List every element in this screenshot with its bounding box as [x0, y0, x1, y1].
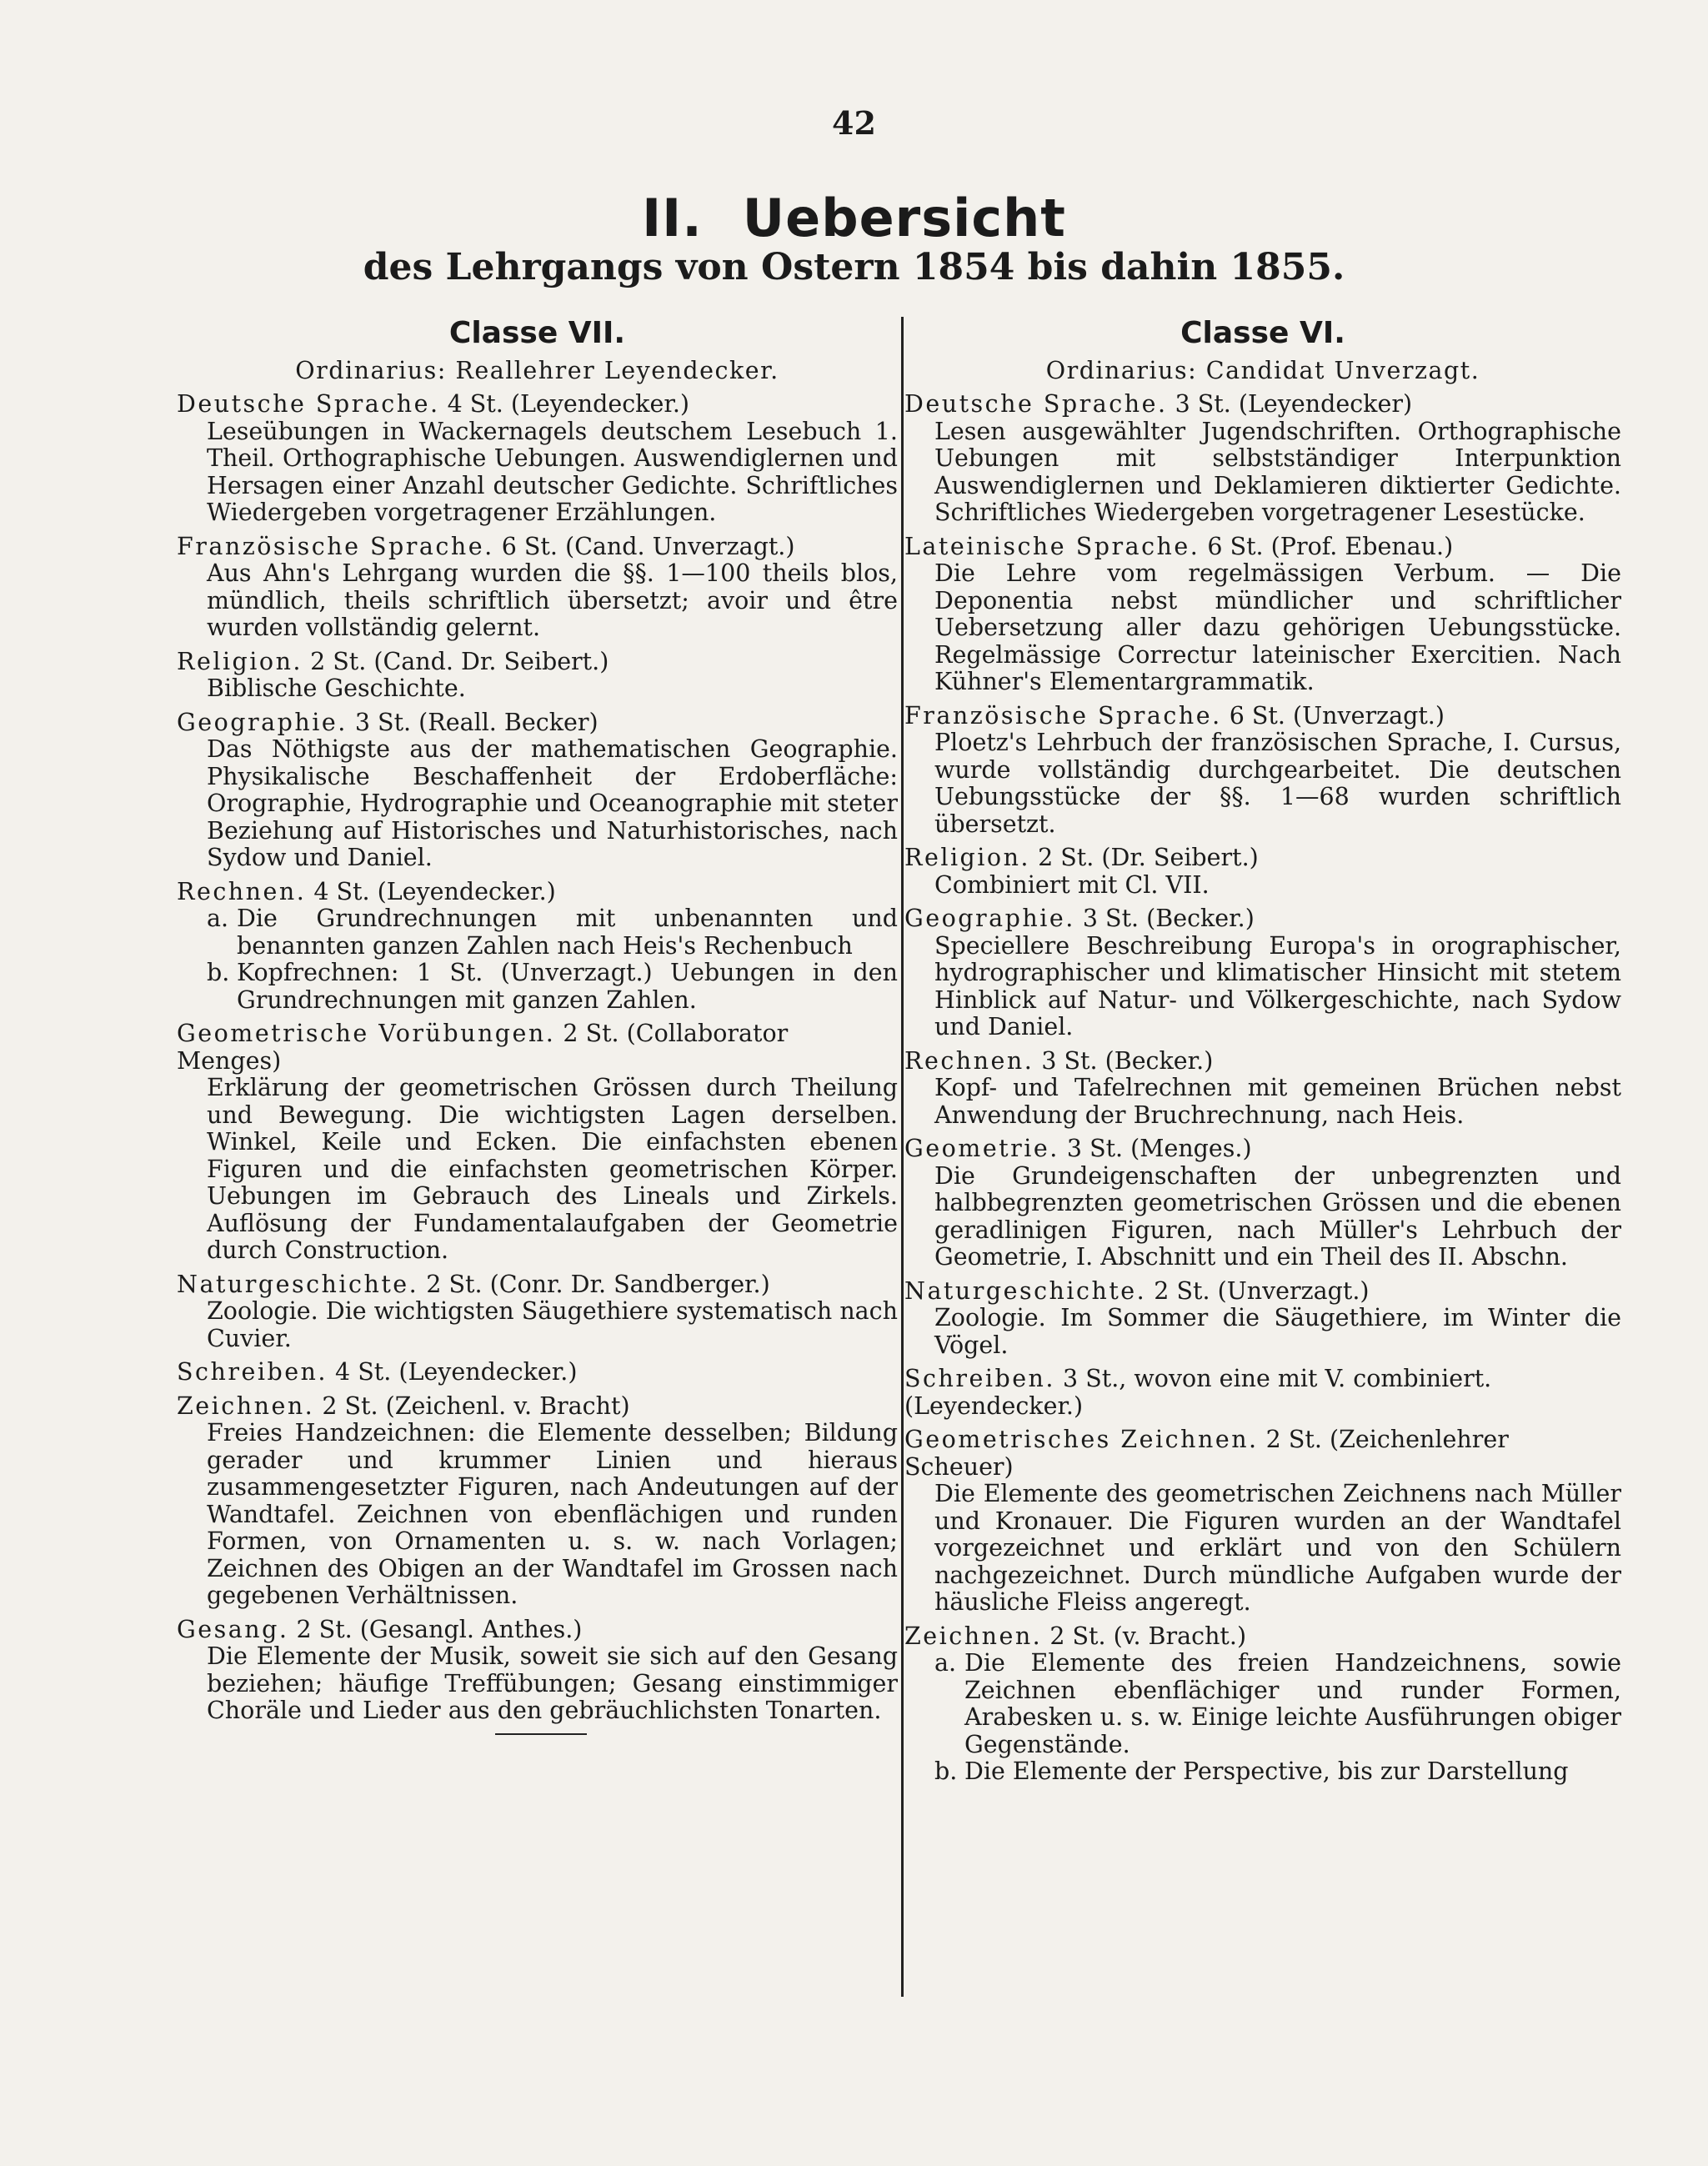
subject-description: Leseübungen in Wackernagels deutschem Lesebuch 1. Theil. Orthographische Uebungen. Auswendiglernen und Hersagen einer Anzahl deutscher Gedichte. Schriftliches Wiedergeben vorgetragener Erzählungen. — [207, 417, 898, 526]
section-title-text: Uebersicht — [742, 188, 1066, 248]
item-text: Die Elemente des freien Handzeichnens, sowie Zeichnen ebenflächiger und runder Formen, Arabesken u. s. w. Einige leichte Ausführungen obiger Gegenstände. — [964, 1649, 1621, 1758]
item-label: a. — [934, 1649, 957, 1677]
subject-description: Die Elemente des geometrischen Zeichnens nach Müller und Kronauer. Die Figuren wurden an der Wandtafel vorgezeichnet und erklärt und von den Schülern nachgezeichnet. Durch mündliche Aufgaben wurde der häusliche Fleiss angeregt. — [934, 1480, 1621, 1616]
subject-entry — [177, 879, 898, 1015]
subject-hours-teacher: 6 St. (Unverzagt.) — [1229, 701, 1445, 730]
subject-entry — [904, 905, 1621, 1041]
subject-list — [904, 391, 1621, 1786]
subject-heading — [904, 1623, 1621, 1651]
subject-heading — [904, 1426, 1621, 1481]
subject-sublist — [177, 905, 898, 1014]
section-title — [0, 188, 1708, 248]
subject-heading — [177, 1617, 898, 1644]
subject-heading — [177, 1359, 898, 1386]
end-rule — [495, 1733, 587, 1735]
sublist-item — [904, 1758, 1621, 1786]
subject-entry — [177, 534, 898, 642]
subject-name: Geographie. — [177, 708, 348, 736]
subject-heading — [904, 391, 1621, 419]
subject-description: Zoologie. Im Sommer die Säugethiere, im Winter die Vögel. — [934, 1304, 1621, 1359]
subject-description: Freies Handzeichnen: die Elemente desselben; Bildung gerader und krummer Linien und hieraus zusammengesetzter Figuren, nach Andeutungen auf der Wandtafel. Zeichnen von ebenflächigen und runden Formen, von Ornamenten u. s. w. nach Vorlagen; Zeichnen des Obigen an der Wandtafel im Grossen nach gegebenen Verhältnissen. — [207, 1419, 898, 1609]
item-label: a. — [207, 905, 229, 932]
subject-heading — [177, 1393, 898, 1421]
subject-name: Lateinische Sprache. — [904, 532, 1200, 560]
subject-entry — [904, 845, 1621, 899]
subject-description: Zoologie. Die wichtigsten Säugethiere systematisch nach Cuvier. — [207, 1297, 898, 1352]
subject-entry — [904, 703, 1621, 839]
subject-name: Zeichnen. — [177, 1391, 315, 1420]
subject-hours-teacher: 2 St. (Conr. Dr. Sandberger.) — [426, 1270, 770, 1298]
subject-heading — [177, 1271, 898, 1299]
subject-heading — [904, 845, 1621, 872]
subject-hours-teacher: 6 St. (Cand. Unverzagt.) — [501, 532, 795, 560]
subject-entry — [904, 1426, 1621, 1617]
page-number: 42 — [832, 104, 876, 142]
right-column — [904, 317, 1621, 1786]
subject-heading — [177, 534, 898, 561]
column-divider — [901, 317, 904, 1997]
subject-hours-teacher: 3 St., wovon eine mit V. combiniert. (Leyendecker.) — [904, 1365, 1492, 1420]
subject-hours-teacher: 2 St. (Collaborator Menges) — [177, 1020, 789, 1075]
subject-entry — [904, 1366, 1621, 1420]
subject-hours-teacher: 6 St. (Prof. Ebenau.) — [1207, 532, 1454, 560]
subject-entry — [904, 391, 1621, 527]
subject-name: Französische Sprache. — [904, 701, 1222, 730]
subject-entry — [904, 1136, 1621, 1271]
subject-hours-teacher: 2 St. (Zeichenlehrer Scheuer) — [904, 1426, 1509, 1481]
subject-description: Biblische Geschichte. — [207, 674, 466, 702]
subject-entry — [177, 709, 898, 872]
class-title: Classe VI. — [1180, 316, 1345, 350]
subject-name: Geographie. — [904, 905, 1075, 932]
subject-heading — [177, 879, 898, 906]
subject-hours-teacher: 2 St. (v. Bracht.) — [1049, 1622, 1247, 1650]
subject-heading — [904, 905, 1621, 933]
subject-name: Geometrisches Zeichnen. — [904, 1426, 1259, 1453]
subject-description: Kopf- und Tafelrechnen mit gemeinen Brüchen nebst Anwendung der Bruchrechnung, nach Heis. — [934, 1074, 1621, 1129]
subject-description: Erklärung der geometrischen Grössen durch Theilung und Bewegung. Die wichtigsten Lagen derselben. Winkel, Keile und Ecken. Die einfachsten ebenen Figuren und die einfachsten geometrischen Körper. Uebungen im Gebrauch des Lineals und Zirkels. Auflösung der Fundamentalaufgaben der Geometrie durch Construction. — [207, 1074, 898, 1264]
subject-hours-teacher: 2 St. (Cand. Dr. Seibert.) — [310, 647, 609, 675]
subject-name: Deutsche Sprache. — [904, 390, 1168, 418]
sublist-item — [177, 905, 898, 960]
subject-heading — [904, 703, 1621, 730]
subject-name: Geometrische Vorübungen. — [177, 1020, 556, 1047]
subject-hours-teacher: 2 St. (Dr. Seibert.) — [1038, 844, 1259, 871]
subject-heading — [177, 391, 898, 419]
class-title: Classe VII. — [448, 316, 626, 350]
item-text: Kopfrechnen: 1 St. (Unverzagt.) Uebungen in den Grundrechnungen mit ganzen Zahlen. — [237, 959, 898, 1014]
subject-name: Rechnen. — [904, 1046, 1034, 1075]
subject-heading — [904, 1278, 1621, 1306]
subject-description: Combiniert mit Cl. VII. — [934, 870, 1210, 899]
subject-entry — [177, 1359, 898, 1386]
subject-name: Schreiben. — [177, 1358, 328, 1386]
subject-name: Religion. — [904, 844, 1030, 871]
subject-description: Speciellere Beschreibung Europa's in orographischer, hydrographischer und klimatischer Hinsicht mit stetem Hinblick auf Natur- und Völkergeschichte, nach Sydow und Daniel. — [934, 931, 1621, 1040]
subject-hours-teacher: 3 St. (Reall. Becker) — [354, 708, 599, 736]
subject-hours-teacher: 3 St. (Menges.) — [1066, 1135, 1252, 1162]
subject-entry — [904, 1048, 1621, 1130]
subject-hours-teacher: 3 St. (Becker.) — [1082, 905, 1255, 932]
subject-list — [177, 391, 898, 1725]
subject-entry — [177, 1020, 898, 1265]
subject-entry — [904, 1278, 1621, 1360]
subject-hours-teacher: 4 St. (Leyendecker.) — [335, 1358, 578, 1386]
item-text: Die Elemente der Perspective, bis zur Darstellung — [964, 1757, 1569, 1785]
subject-name: Gesang. — [177, 1615, 289, 1643]
subject-description: Die Grundeigenschaften der unbegrenzten und halbbegrenzten geometrischen Grössen und die ebenen geradlinigen Figuren, nach Müller's Lehrbuch der Geometrie, I. Abschnitt und ein Theil des II. Abschn. — [934, 1161, 1621, 1271]
item-label: b. — [207, 959, 230, 986]
subject-entry — [904, 534, 1621, 696]
subject-hours-teacher: 2 St. (Unverzagt.) — [1154, 1276, 1370, 1305]
sublist-item — [177, 960, 898, 1014]
subject-hours-teacher: 2 St. (Gesangl. Anthes.) — [296, 1615, 583, 1643]
subject-hours-teacher: 4 St. (Leyendecker.) — [313, 877, 556, 905]
subject-heading — [904, 1136, 1621, 1163]
section-subtitle: des Lehrgangs von Ostern 1854 bis dahin 1855. — [363, 246, 1345, 288]
section-numeral: II. — [642, 188, 703, 248]
subject-name: Geometrie. — [904, 1135, 1059, 1162]
ordinarius: Ordinarius: Reallehrer Leyendecker. — [295, 356, 779, 384]
subject-entry — [177, 1393, 898, 1610]
ordinarius: Ordinarius: Candidat Unverzagt. — [1045, 356, 1480, 384]
subject-name: Naturgeschichte. — [177, 1270, 419, 1298]
subject-entry — [177, 1617, 898, 1725]
subject-hours-teacher: 4 St. (Leyendecker.) — [447, 390, 689, 418]
subject-hours-teacher: 3 St. (Leyendecker) — [1175, 390, 1413, 418]
subject-entry — [177, 1271, 898, 1353]
subject-name: Deutsche Sprache. — [177, 390, 440, 418]
subject-heading — [177, 709, 898, 737]
subject-name: Naturgeschichte. — [904, 1276, 1147, 1305]
item-label: b. — [934, 1757, 958, 1785]
subject-heading — [177, 649, 898, 676]
subject-description: Ploetz's Lehrbuch der französischen Sprache, I. Cursus, wurde vollständig durchgearbeitet. Die deutschen Uebungsstücke der §§. 1—68 wurden schriftlich übersetzt. — [934, 729, 1621, 838]
subject-name: Zeichnen. — [904, 1622, 1043, 1650]
subject-description: Die Elemente der Musik, soweit sie sich auf den Gesang beziehen; häufige Treffübungen; Gesang einstimmiger Choräle und Lieder aus den gebräuchlichsten Tonarten. — [207, 1642, 898, 1724]
subject-entry — [904, 1623, 1621, 1786]
subject-name: Religion. — [177, 647, 303, 675]
subject-description: Lesen ausgewählter Jugendschriften. Orthographische Uebungen mit selbstständiger Interpunktion Auswendiglernen und Deklamieren diktierter Gedichte. Schriftliches Wiedergeben vorgetragener Lesestücke. — [934, 417, 1621, 526]
subject-heading — [177, 1020, 898, 1075]
subject-heading — [904, 534, 1621, 561]
subject-name: Französische Sprache. — [177, 532, 494, 560]
left-column — [177, 317, 898, 1735]
subject-hours-teacher: 3 St. (Becker.) — [1041, 1046, 1214, 1075]
subject-heading — [904, 1048, 1621, 1075]
subject-sublist — [904, 1650, 1621, 1786]
subject-description: Das Nöthigste aus der mathematischen Geographie. Physikalische Beschaffenheit der Erdoberfläche: Orographie, Hydrographie und Oceanographie mit steter Beziehung auf Historisches und Naturhistorisches, nach Sydow und Daniel. — [207, 735, 898, 871]
subject-description: Aus Ahn's Lehrgang wurden die §§. 1—100 theils blos, mündlich, theils schriftlich übersetzt; avoir und être wurden vollständig gelernt. — [207, 559, 898, 641]
subject-name: Schreiben. — [904, 1365, 1055, 1392]
subject-hours-teacher: 2 St. (Zeichenl. v. Bracht) — [322, 1391, 630, 1420]
subject-entry — [177, 391, 898, 527]
sublist-item — [904, 1650, 1621, 1758]
subject-heading — [904, 1366, 1621, 1420]
subject-name: Rechnen. — [177, 877, 307, 905]
subject-entry — [177, 649, 898, 703]
item-text: Die Grundrechnungen mit unbenannten und benannten ganzen Zahlen nach Heis's Rechenbuch — [237, 905, 898, 960]
subject-description: Die Lehre vom regelmässigen Verbum. — Die Deponentia nebst mündlicher und schriftlicher Uebersetzung aller dazu gehörigen Uebungsstücke. Regelmässige Correctur lateinischer Exercitien. Nach Kühner's Elementargrammatik. — [934, 559, 1621, 695]
